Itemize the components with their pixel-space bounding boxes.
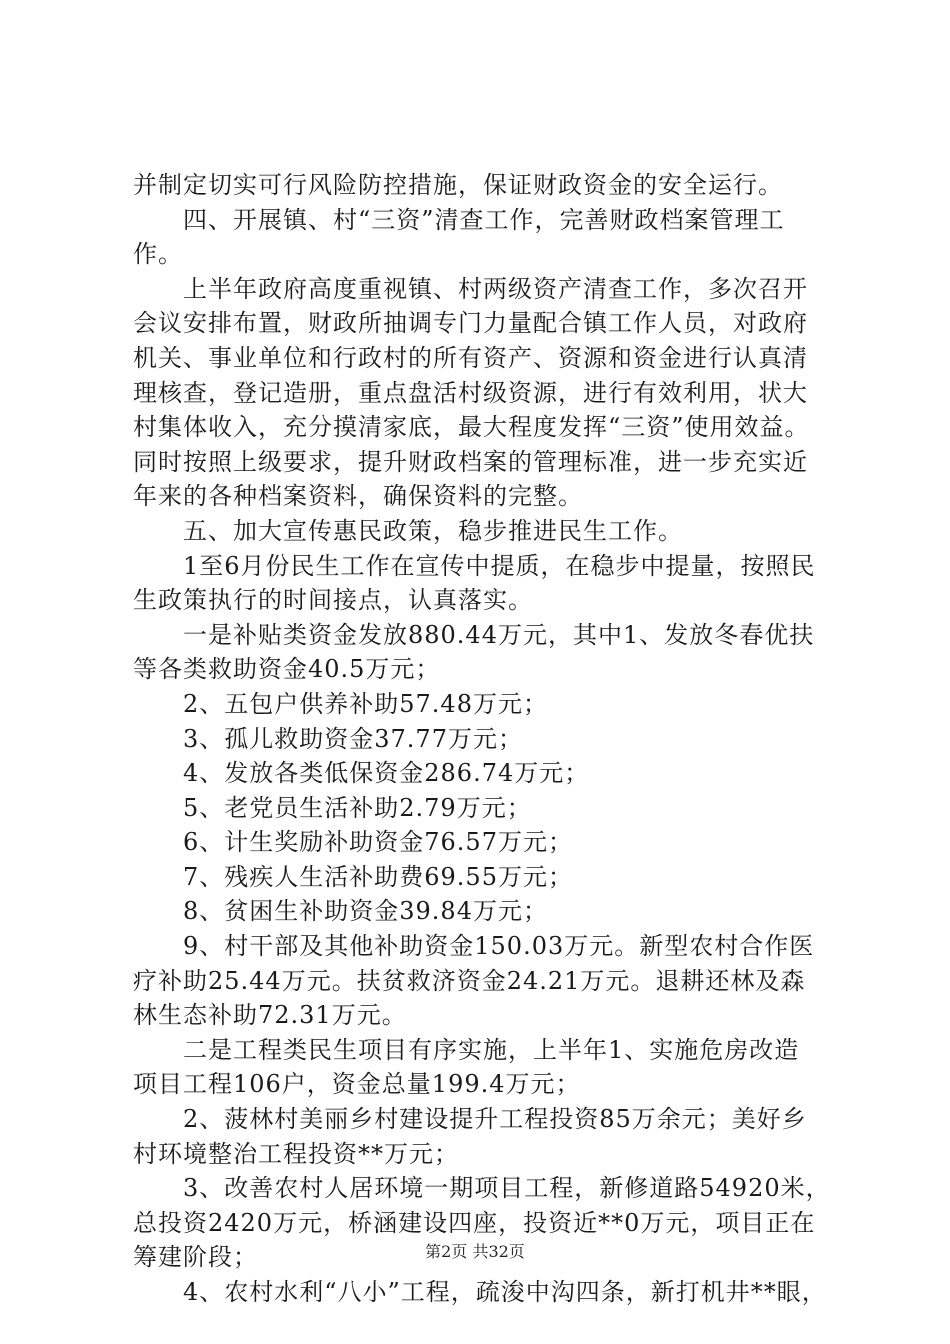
text-line: 7、残疾人生活补助费69.55万元； <box>133 862 573 891</box>
text-line: 理核查，登记造册，重点盘活村级资源，进行有效利用，状大 <box>133 378 808 407</box>
text-line: 2、五包户供养补助57.48万元； <box>133 689 548 718</box>
text-line: 3、改善农村人居环境一期项目工程，新修道路54920米， <box>133 1174 831 1203</box>
text-line: 作。 <box>133 240 183 269</box>
text-line: 年来的各种档案资料，确保资料的完整。 <box>133 482 583 511</box>
page-footer: 第2页 共32页 <box>425 1242 525 1261</box>
text-line: 并制定切实可行风险防控措施，保证财政资金的安全运行。 <box>133 171 783 199</box>
text-line: 9、村干部及其他补助资金150.03万元。新型农村合作医 <box>133 932 815 961</box>
text-line: 2、菠林村美丽乡村建设提升工程投资85万余元；美好乡 <box>133 1105 807 1134</box>
text-line: 1至6月份民生工作在宣传中提质，在稳步中提量，按照民 <box>133 551 816 580</box>
text-line: 6、计生奖励补助资金76.57万元； <box>133 828 573 857</box>
text-line: 8、贫困生补助资金39.84万元； <box>133 897 548 926</box>
text-line: 上半年政府高度重视镇、村两级资产清查工作，多次召开 <box>133 274 808 303</box>
text-line: 等各类救助资金40.5万元； <box>133 655 441 684</box>
text-line: 林生态补助72.31万元。 <box>133 1001 407 1030</box>
text-line: 会议安排布置，财政所抽调专门力量配合镇工作人员，对政府 <box>133 309 808 338</box>
text-line: 筹建阶段； <box>133 1243 258 1272</box>
text-line: 项目工程106户，资金总量199.4万元； <box>133 1070 581 1099</box>
text-line: 3、孤儿救助资金37.77万元； <box>133 724 523 753</box>
text-line: 村集体收入，充分摸清家底，最大程度发挥“三资”使用效益。 <box>133 413 810 442</box>
text-line: 机关、事业单位和行政村的所有资产、资源和资金进行认真清 <box>133 343 808 372</box>
text-line: 总投资2420万元，桥涵建设四座，投资近**0万元，项目正在 <box>133 1208 816 1237</box>
document-body <box>133 168 833 1310</box>
text-line: 4、农村水利“八小”工程，疏浚中沟四条，新打机井**眼， <box>133 1278 827 1306</box>
text-line: 5、老党员生活补助2.79万元； <box>133 793 532 822</box>
text-line: 疗补助25.44万元。扶贫救济资金24.21万元。退耕还林及森 <box>133 966 806 995</box>
text-line: 四、开展镇、村“三资”清查工作，完善财政档案管理工 <box>133 205 785 234</box>
text-line: 一是补贴类资金发放880.44万元，其中1、发放冬春优扶 <box>133 620 815 649</box>
text-line: 生政策执行的时间接点，认真落实。 <box>133 586 533 615</box>
text-line: 4、发放各类低保资金286.74万元； <box>133 759 590 788</box>
text-line: 五、加大宣传惠民政策，稳步推进民生工作。 <box>133 516 683 545</box>
text-line: 二是工程类民生项目有序实施，上半年1、实施危房改造 <box>133 1035 800 1064</box>
text-line: 同时按照上级要求，提升财政档案的管理标准，进一步充实近 <box>133 447 808 476</box>
text-line: 村环境整治工程投资**万元； <box>133 1139 459 1168</box>
